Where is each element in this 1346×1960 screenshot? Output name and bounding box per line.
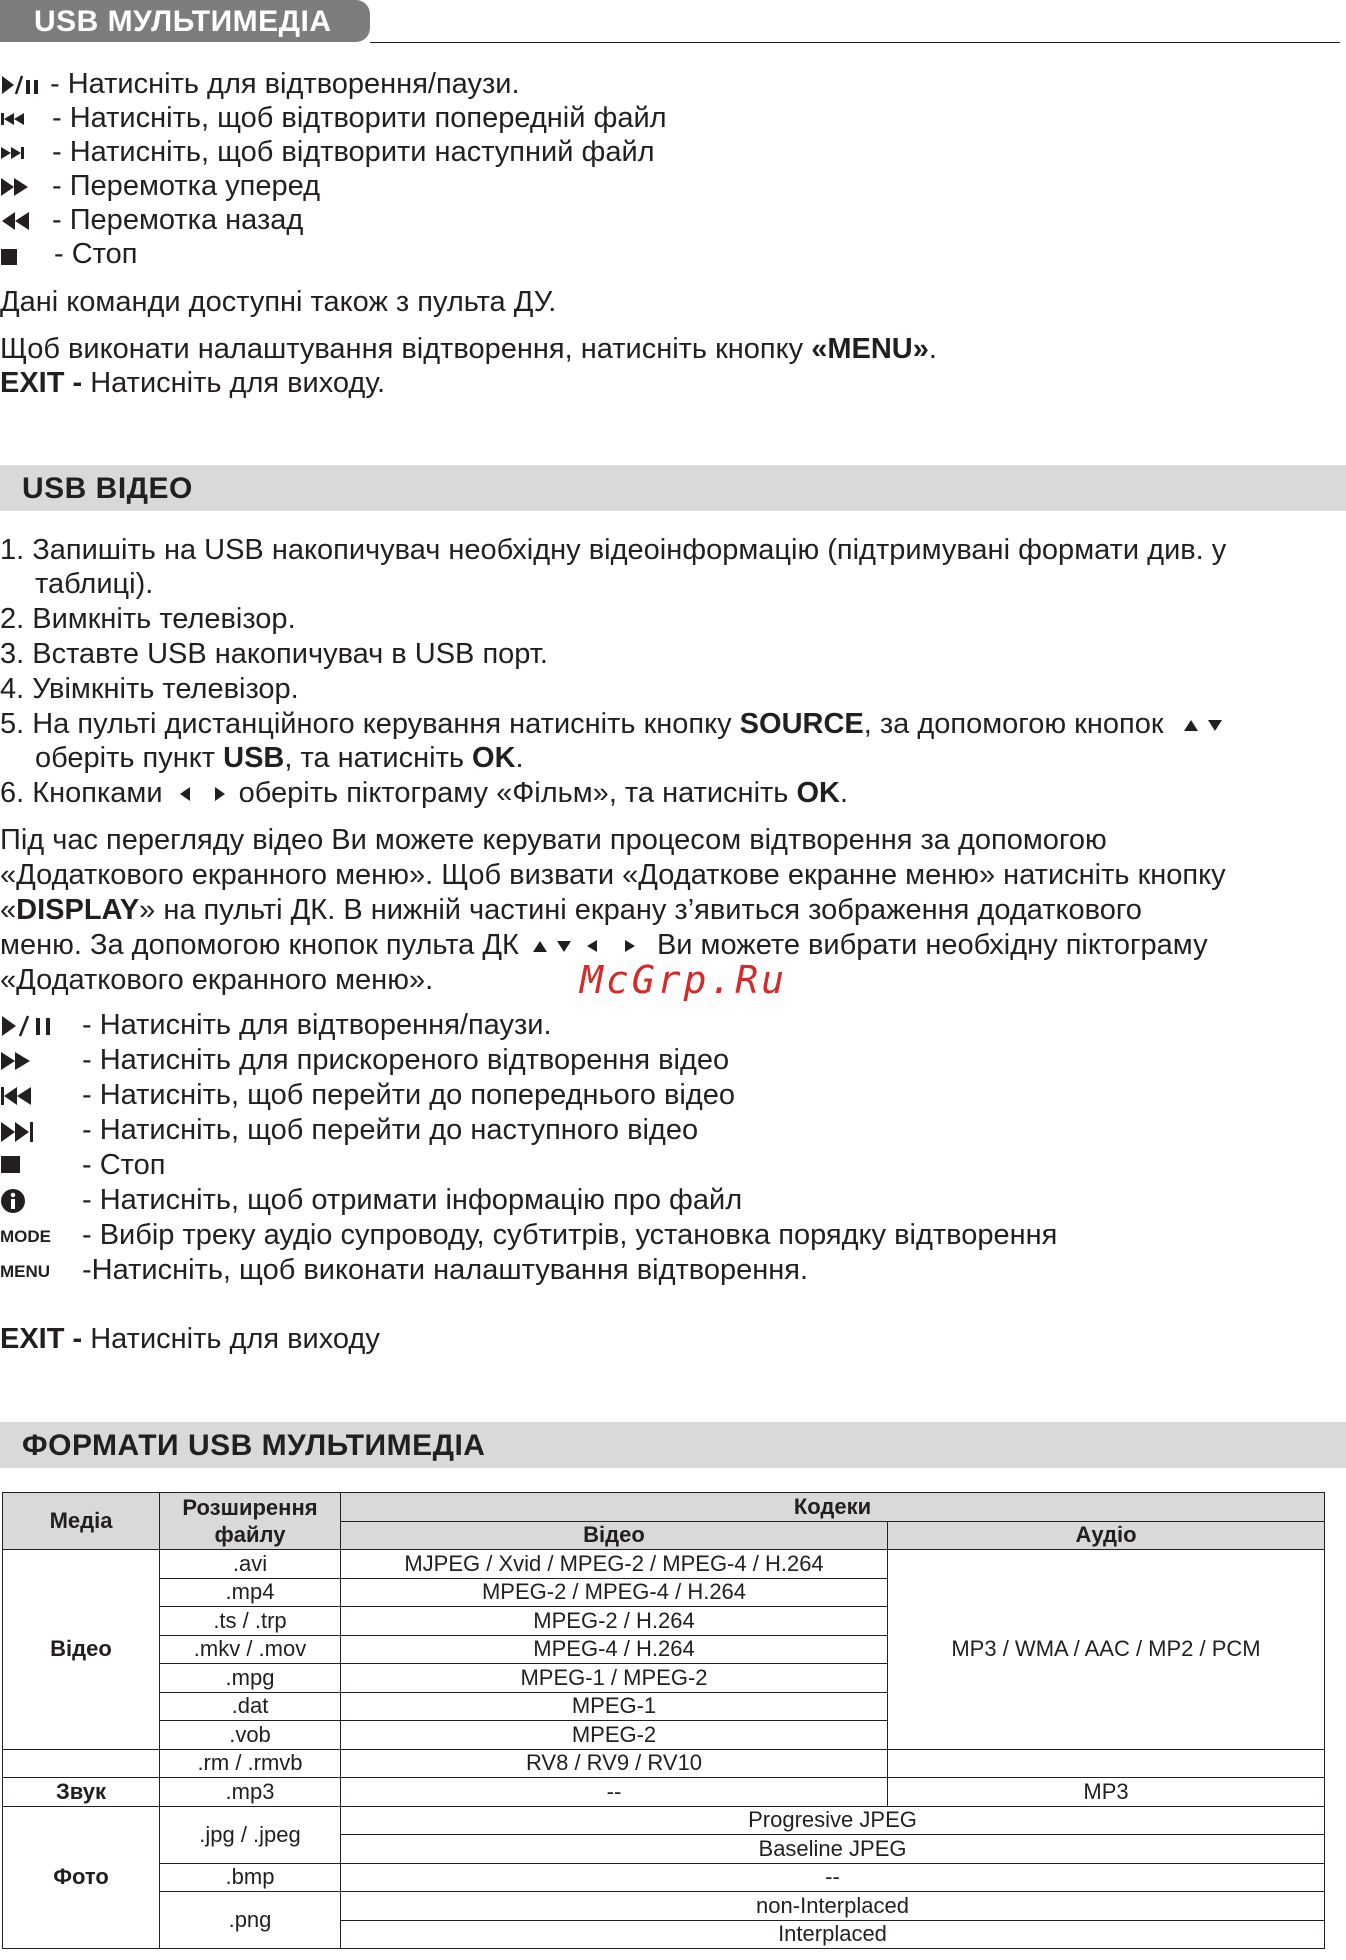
direction-arrows-icon [531,937,649,955]
para-line-3-text: » на пульті ДК. В нижній частині екрану з’явиться зображення додаткового [139,894,1142,926]
ext-cell: .png [160,1892,341,1949]
table-row [3,1863,1325,1892]
control-text: - Натисніть для прискореного відтворення відео [82,1044,730,1076]
control-text: - Натисніть, щоб перейти до попереднього відео [82,1079,735,1111]
audio-codec-cell: MP3 [888,1778,1325,1807]
media-label-sound: Звук [3,1778,160,1807]
stop-icon [0,1155,22,1175]
para-line-1: Під час перегляду відео Ви можете керувати процесом відтворення за допомогою [0,824,1107,856]
video-codec-cell: MPEG-2 [341,1721,888,1750]
section-title-formats: ФОРМАТИ USB МУЛЬТИМЕДІА [0,1422,1346,1468]
step-1: 1. Запишіть на USB накопичувач необхідну відеоінформацію (підтримувані формати див. у [0,534,1227,566]
menu-note [0,332,937,366]
menu-key: MENU [0,1262,51,1281]
up-down-arrows-icon [1182,717,1226,733]
step-5-cont [35,741,524,775]
step-5-text-2: , за допомогою кнопок [863,708,1164,740]
col-media: Медіа [3,1493,160,1550]
play-pause-icon [0,74,46,96]
para-line-4-text: меню. За допомогою кнопок пульта ДК [0,929,519,961]
step-1-cont: таблиці). [35,568,154,600]
control-text: - Натисніть для відтворення/паузи. [82,1009,552,1041]
ext-cell: .ts / .trp [160,1607,341,1636]
control-text: -Натисніть, щоб виконати налаштування відтворення. [82,1254,809,1286]
control-text: - Стоп [54,238,138,270]
next-icon [0,1121,36,1143]
para-line-4-text-2: Ви можете вибрати необхідну піктограму [656,929,1208,961]
ext-cell: .avi [160,1550,341,1579]
photo-codec-cell: Baseline JPEG [341,1835,1325,1864]
usb-key: USB [223,742,285,774]
ext-cell: .mp3 [160,1778,341,1807]
para-line-4 [0,928,1208,962]
menu-note-end: . [928,333,937,365]
ok-key: OK [796,777,840,809]
ext-cell: .bmp [160,1863,341,1892]
video-codec-cell: MPEG-1 / MPEG-2 [341,1664,888,1693]
col-codecs: Кодеки [341,1493,1325,1522]
video-codec-cell: MPEG-2 / H.264 [341,1607,888,1636]
section-title-usb-video: USB ВІДЕО [0,465,1346,511]
step-2: 2. Вимкніть телевізор. [0,603,296,635]
photo-codec-cell: non-Interplaced [341,1892,1325,1921]
ext-cell: .dat [160,1692,341,1721]
control-text: - Вибір треку аудіо супроводу, субтитрів, установка порядку відтворення [82,1219,1058,1251]
stop-icon [0,248,20,266]
video-codec-cell: MPEG-4 / H.264 [341,1635,888,1664]
display-key: DISPLAY [16,894,140,926]
step-5-cont-end: . [515,742,524,774]
play-pause-icon [0,1014,58,1038]
control-text: - Натисніть, щоб отримати інформацію про файл [82,1184,743,1216]
step-6-text-2: оберіть піктограму «Фільм», та натисніть [238,777,797,809]
media-label-photo: Фото [3,1806,160,1949]
audio-codec-cell: MP3 / WMA / AAC / MP2 / PCM [888,1550,1325,1750]
media-cell-empty [3,1749,160,1778]
ext-cell: .jpg / .jpeg [160,1806,341,1863]
control-text: - Стоп [82,1149,166,1181]
step-5-text: 5. На пульті дистанційного керування натисніть кнопку [0,708,740,740]
photo-codec-cell: Progresive JPEG [341,1806,1325,1835]
step-6 [0,776,848,810]
menu-note-text: Щоб виконати налаштування відтворення, натисніть кнопку [0,333,812,365]
control-text: - Натисніть, щоб перейти до наступного відео [82,1114,699,1146]
source-key: SOURCE [739,708,864,740]
video-exit-note [0,1322,380,1356]
ext-cell: .mp4 [160,1578,341,1607]
remote-note: Дані команди доступні також з пульта ДУ. [0,286,557,318]
ext-cell: .mpg [160,1664,341,1693]
fast-forward-icon [0,177,30,197]
photo-codec-cell: -- [341,1863,1325,1892]
ext-cell: .rm / .rmvb [160,1749,341,1778]
fast-forward-icon [0,1051,32,1071]
col-extension: Розширення файлу [160,1493,341,1550]
audio-codec-cell-empty [888,1749,1325,1778]
control-text: - Натисніть для відтворення/паузи. [50,68,520,100]
watermark: McGrp.Ru [580,958,788,1002]
previous-icon [0,111,26,127]
page-header [0,0,1346,46]
media-label-video: Відео [3,1550,160,1750]
table-row [3,1892,1325,1921]
video-codec-cell: MPEG-1 [341,1692,888,1721]
left-right-arrows-icon [177,785,229,803]
ext-cell: .vob [160,1721,341,1750]
step-6-text: 6. Кнопками [0,777,163,809]
col-audio-codec: Аудіо [888,1521,1325,1550]
para-line-2: «Додаткового екранного меню». Щоб визвати «Додаткове екранне меню» натисніть кнопку [0,859,1226,891]
step-5-cont-text: оберіть пункт [35,742,224,774]
quote-open: « [0,894,17,926]
exit-note [0,366,385,400]
col-video-codec: Відео [341,1521,888,1550]
control-text: - Натисніть, щоб відтворити наступний файл [52,136,655,168]
table-row [3,1550,1325,1579]
table-header-row [3,1493,1325,1522]
step-6-end: . [839,777,849,809]
ext-cell: .mkv / .mov [160,1635,341,1664]
info-icon [0,1188,28,1216]
formats-table [2,1492,1325,1949]
video-codec-cell: MJPEG / Xvid / MPEG-2 / MPEG-4 / H.264 [341,1550,888,1579]
table-row [3,1778,1325,1807]
step-4: 4. Увімкніть телевізор. [0,673,299,705]
section-title-usb-multimedia: USB МУЛЬТИМЕДІА [0,0,370,42]
exit-key: EXIT - [0,1323,83,1355]
step-3: 3. Вставте USB накопичувач в USB порт. [0,638,548,670]
video-codec-cell: -- [341,1778,888,1807]
control-text: - Натисніть, щоб відтворити попередній файл [52,102,667,134]
header-rule [370,42,1340,43]
video-codec-cell: MPEG-2 / MPEG-4 / H.264 [341,1578,888,1607]
rewind-icon [0,211,30,231]
ok-key: OK [472,742,516,774]
exit-text: Натисніть для виходу [82,1323,380,1355]
mode-key: MODE [0,1227,51,1246]
table-row [3,1806,1325,1835]
next-icon [0,145,26,161]
exit-key: EXIT - [0,367,83,399]
exit-text: Натисніть для виходу. [82,367,386,399]
para-line-5: «Додаткового екранного меню». [0,964,434,996]
step-5 [0,707,1226,741]
video-codec-cell: RV8 / RV9 / RV10 [341,1749,888,1778]
menu-key: «MENU» [811,333,929,365]
para-line-3 [0,893,1142,927]
control-text: - Перемотка назад [52,204,304,236]
table-row [3,1749,1325,1778]
control-text: - Перемотка уперед [52,170,321,202]
photo-codec-cell: Interplaced [341,1920,1325,1949]
previous-icon [0,1086,34,1106]
step-5-cont-text-2: , та натисніть [284,742,473,774]
